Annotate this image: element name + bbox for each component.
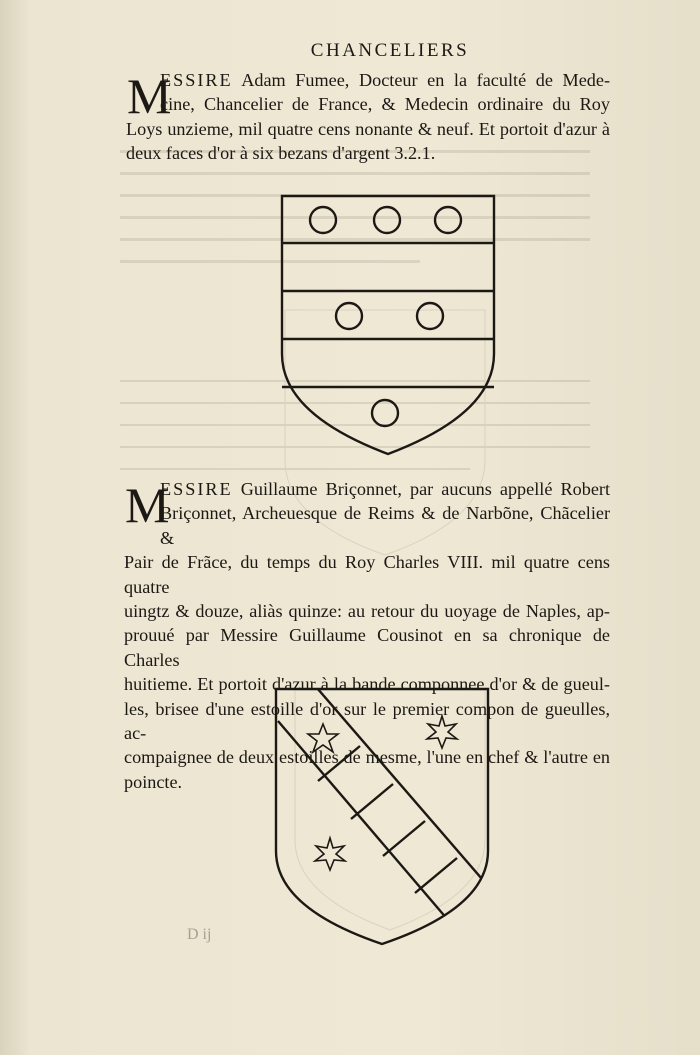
coat-of-arms-fumee [278, 194, 498, 456]
star-icon [315, 838, 345, 870]
entry-lead-word: ESSIRE [160, 479, 233, 499]
entry-line: deux faces d'or à six bezans d'argent 3.2.1. [126, 143, 436, 164]
entry-lead-word: ESSIRE [160, 70, 233, 90]
entry-line: Pair de Frãce, du temps du Roy Charles VIII. mil quatre cens quatre [124, 552, 610, 597]
entry-line [124, 477, 610, 501]
entry-line: poincte. [124, 771, 183, 792]
entry-line: huitieme. Et portoit d'azur à la bande componnee d'or & de gueul- [124, 674, 610, 695]
running-head: CHANCELIERS [310, 40, 470, 61]
star-icon [427, 716, 457, 748]
entry-line: uingtz & douze, aliàs quinze: au retour du uoyage de Naples, ap- [124, 601, 610, 622]
entry-first-line: Guillaume Briçonnet, par aucuns appellé Robert [232, 479, 610, 499]
entry-line: compaignee de deux estoilles de mesme, l'une en chef & l'autre en [124, 747, 610, 768]
entry-line: les, brisee d'une estoille d'or sur le premier compon de gueulles, ac- [124, 698, 610, 744]
entry-line: Loys unzieme, mil quatre cens nonante & neuf. Et portoit d'azur à [126, 118, 610, 139]
drop-capital: M [127, 68, 172, 124]
entry-line: Briçonnet, Archeuesque de Reims & de Narbõne, Chãcelier & [160, 503, 610, 548]
entry-line: prouué par Messire Guillaume Cousinot en sa chronique de Charles [124, 625, 610, 670]
entry-first-line: Adam Fumee, Docteur en la faculté de Mede- [232, 70, 610, 90]
star-icon [308, 724, 338, 752]
entry-adam-fumee [124, 68, 610, 166]
entry-line: cine, Chancelier de France, & Medecin ordinaire du Roy [160, 94, 610, 115]
coat-of-arms-briconnet [272, 686, 494, 948]
drop-capital: M [125, 477, 170, 533]
folio-signature: D ij [187, 926, 212, 943]
entry-line [124, 68, 610, 92]
